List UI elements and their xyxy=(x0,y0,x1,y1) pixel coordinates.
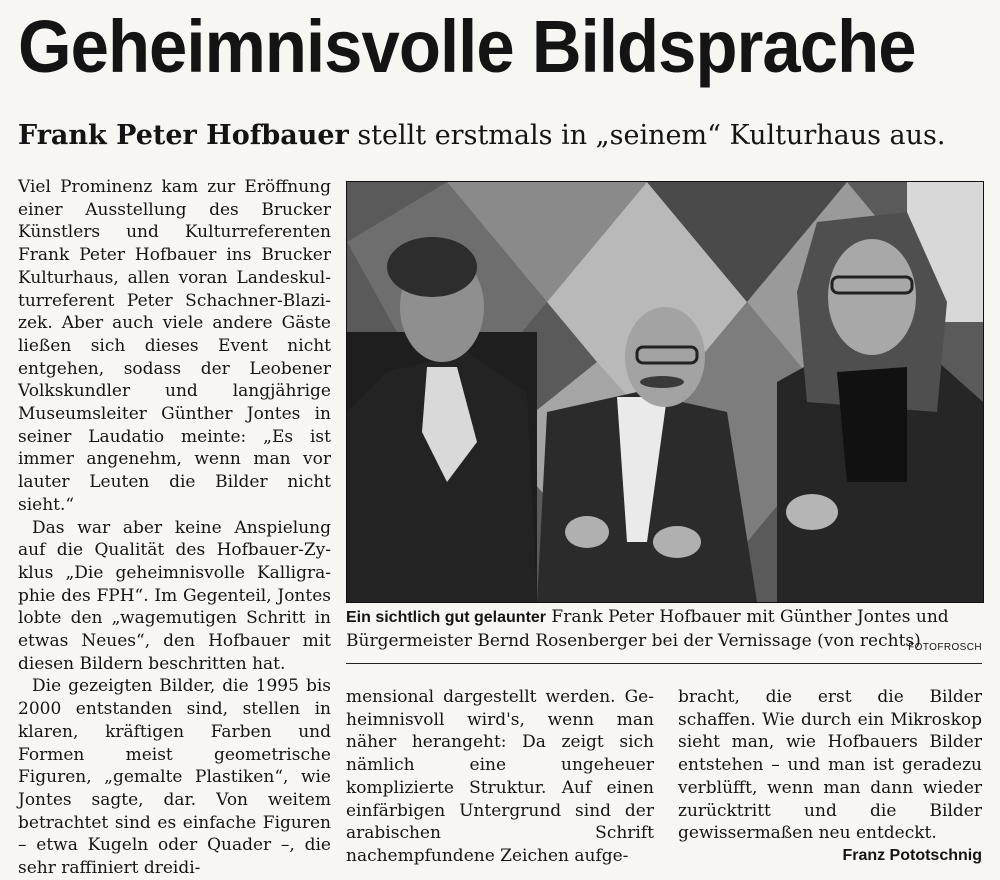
subheadline-name: Frank Peter Hofbauer xyxy=(18,120,349,151)
paragraph-4: mensional dargestellt werden. Geheimnisvoll wird's, wenn man näher herangeht: Da zeigt sich nämlich eine ungeheuer komplizierte Struktur. Auf einen einfärbigen Untergrund sind der arabischen Schrift nachempfundene Zeichen aufge- xyxy=(346,687,654,866)
article-column-2 xyxy=(346,686,654,868)
article-column-1 xyxy=(18,176,331,880)
article-photo xyxy=(346,181,984,603)
subheadline-rest: stellt erstmals in „seinem“ Kulturhaus aus. xyxy=(348,120,946,151)
paragraph-3: Die gezeigten Bilder, die 1995 bis 2000 entstanden sind, stellen in klaren, kräftigen Farben und Formen meist geometrische Figuren, „gemalte Plastiken“, wie Jontes sagte, dar. Von weitem betrachtet sind es einfache Figuren – etwa Kugeln oder Quader –, die sehr raffiniert dreidi- xyxy=(18,676,331,879)
author-byline: Franz Pototschnig xyxy=(842,846,982,864)
paragraph-2: Das war aber keine Anspielung auf die Qualität des Hofbauer-Zyklus „Die geheimnisvolle Kalligraphie des FPH“. Im Gegenteil, Jontes lobte den „wagemutigen Schritt in etwas Neues“, den Hofbauer mit diesen Bildern beschritten hat. xyxy=(18,517,331,674)
caption-lead: Ein sichtlich gut gelaunter xyxy=(346,609,547,626)
photo-credit: FOTOFROSCH xyxy=(908,642,982,653)
paragraph-1: Viel Prominenz kam zur Eröffnung einer Ausstellung des Brucker Künstlers und Kulturreferenten Frank Peter Hofbauer ins Brucker Kulturhaus, allen voran Landeskulturreferent Peter Schachner-Blazizek. Aber auch viele andere Gäste ließen sich dieses Event nicht entgehen, sodass der Leobener Volkskundler und langjährige Museumsleiter Günther Jontes in seiner Laudatio meinte: „Es ist immer angenehm, wenn man vor lauter Leuten die Bilder nicht sieht.“ xyxy=(18,177,331,515)
divider xyxy=(346,663,982,664)
photo-caption xyxy=(346,606,982,652)
caption-text: Frank Peter Hofbauer mit Günther Jontes und Bürgermeister Bernd Rosenberger bei der Vernissage (von rechts) xyxy=(346,607,949,651)
subheadline xyxy=(18,118,988,153)
paragraph-5 xyxy=(678,686,982,864)
article-column-3 xyxy=(678,686,982,868)
paragraph-5-text: bracht, die erst die Bilder schaffen. Wie durch ein Mikroskop sieht man, wie Hofbauers Bilder entstehen – und man ist geradezu verblüfft, wenn man dann wieder zurücktritt und die Bilder gewissermaßen neu entdeckt. xyxy=(678,687,982,844)
headline: Geheimnisvolle Bildsprache xyxy=(18,5,916,88)
